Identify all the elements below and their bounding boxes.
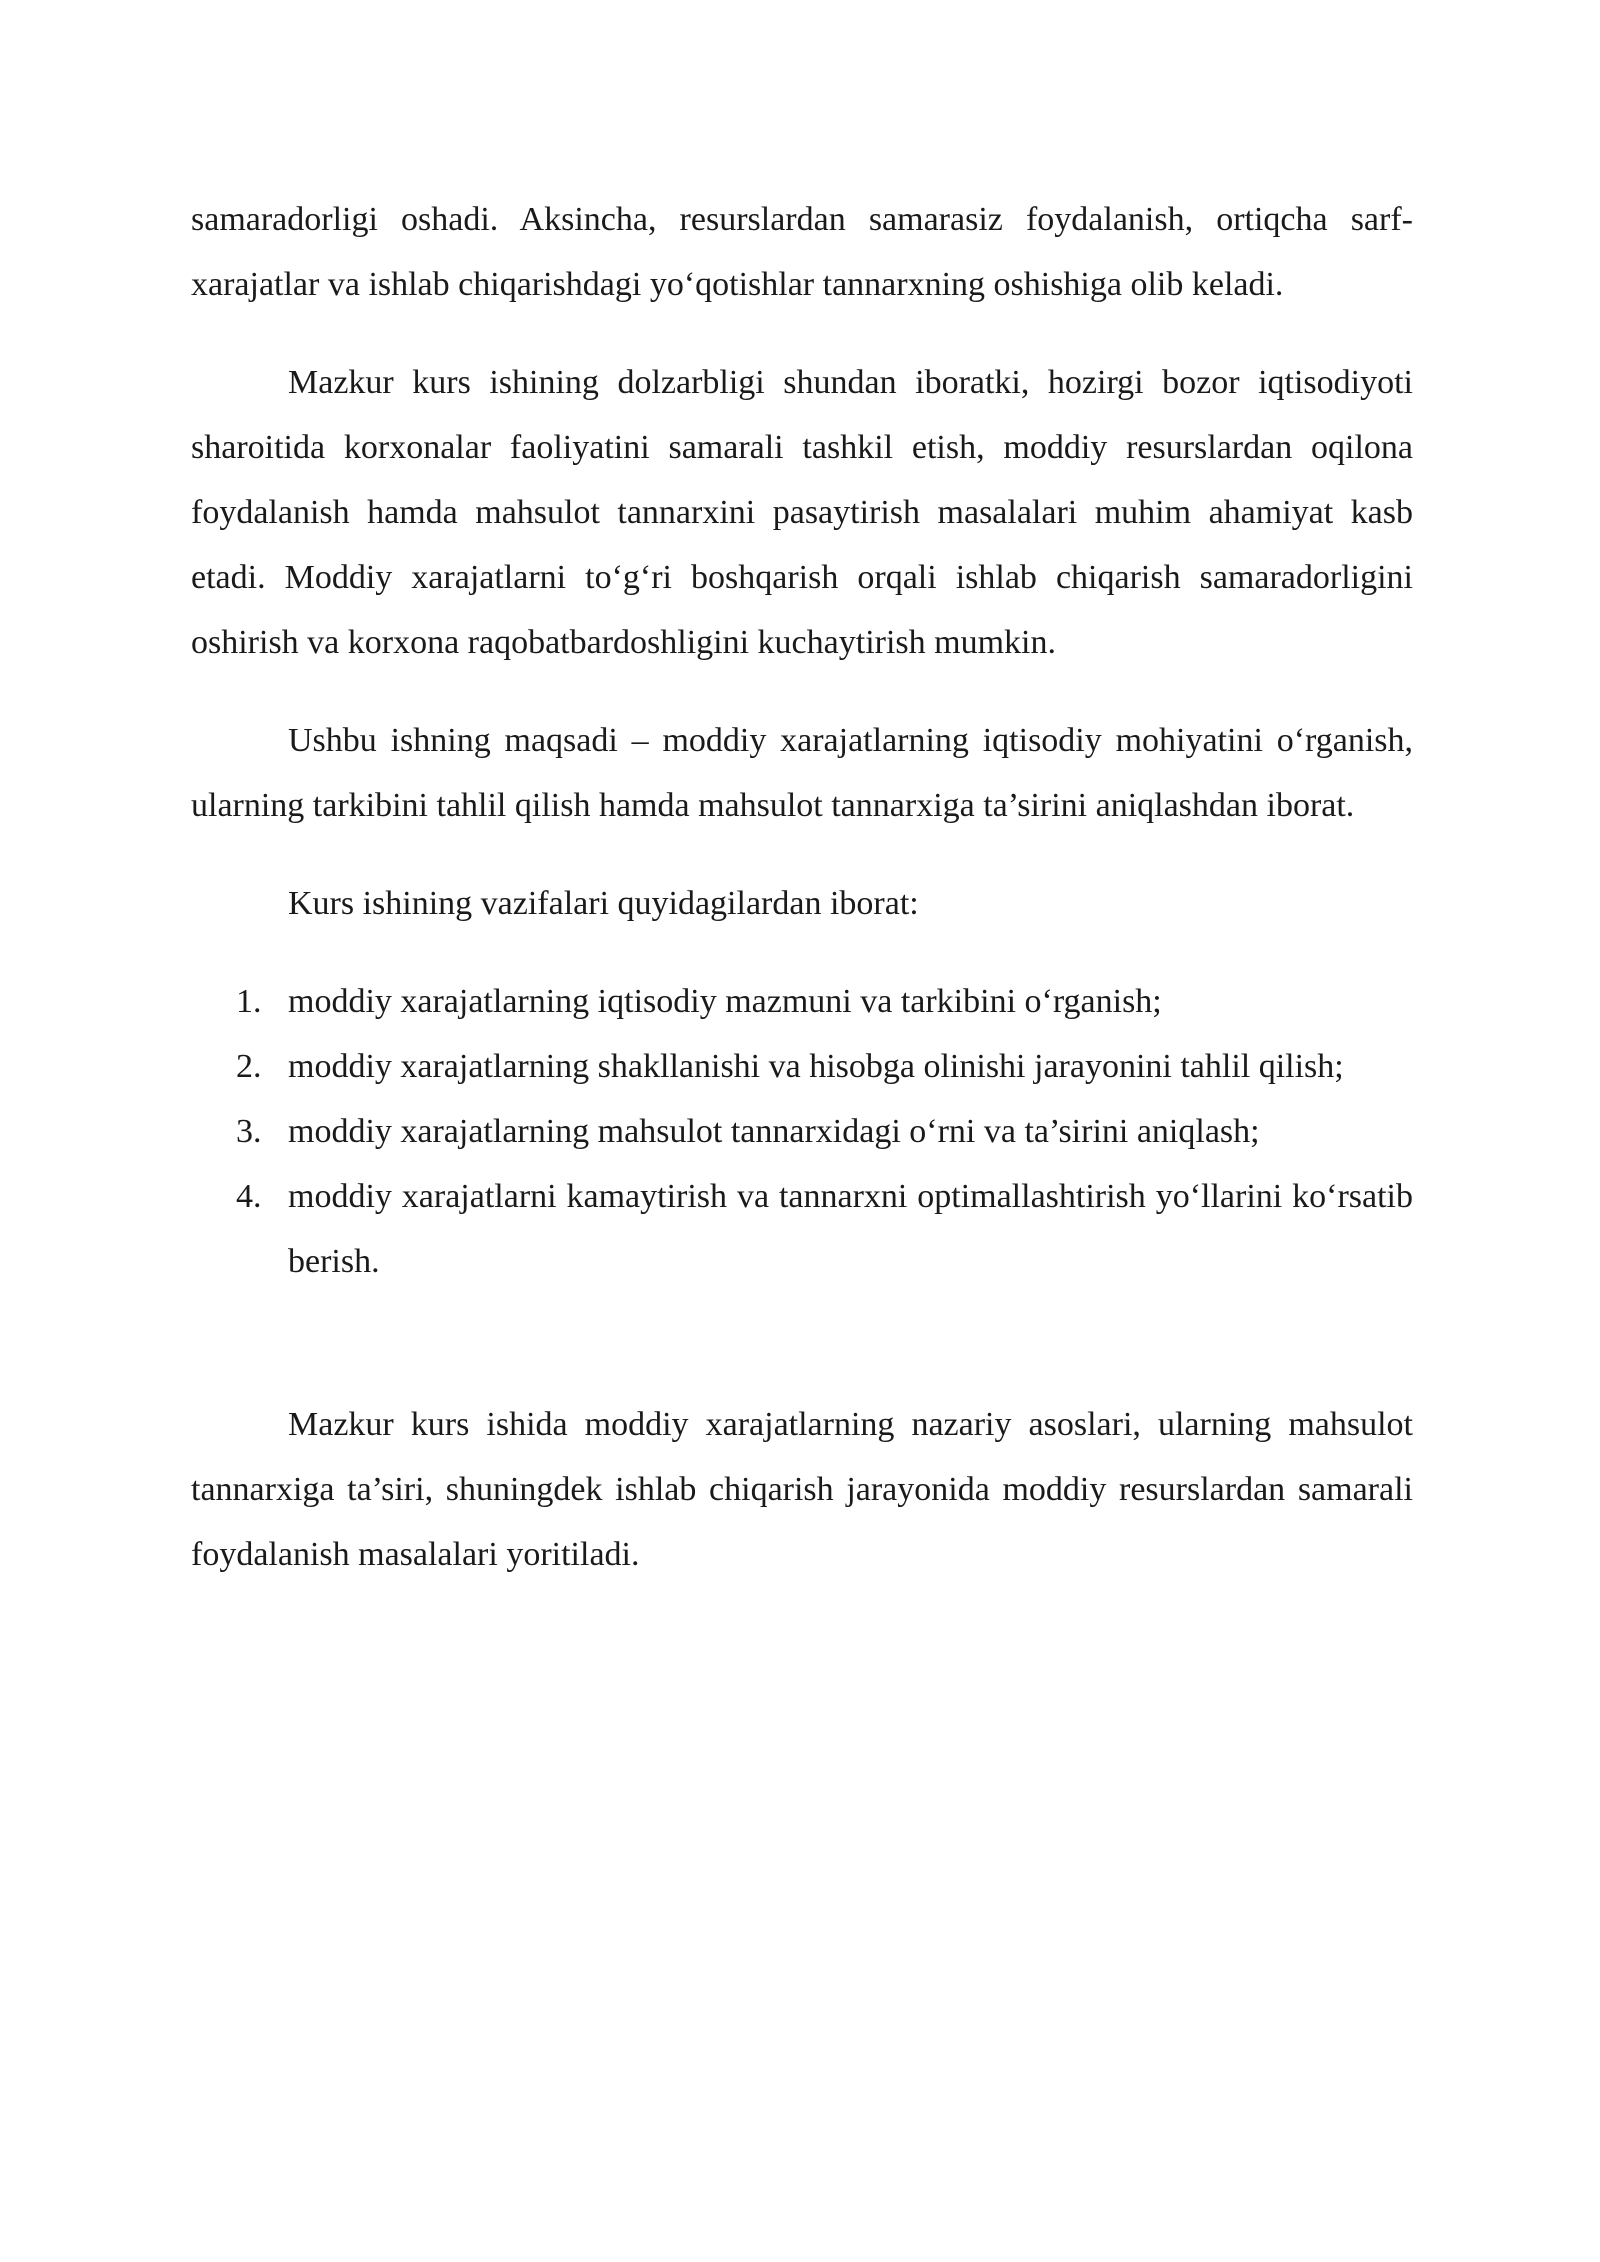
list-item-number: 2. [236,1048,262,1085]
paragraph-conclusion: Mazkur kurs ishida moddiy xarajatlarning nazariy asoslari, ularning mahsulot tannarxiga ta’siri, shuningdek ishlab chiqarish jarayonida moddiy resurslardan samarali foydalanish masalalari yoritiladi. [191,1406,1413,1573]
list-item-number: 4. [236,1178,262,1215]
paragraph-relevance: Mazkur kurs ishining dolzarbligi shundan iboratki, hozirgi bozor iqtisodiyoti sharoitida korxonalar faoliyatini samarali tashkil etish, moddiy resurslardan oqilona foydalanish hamda mahsulot tannarxini pasaytirish masalalari muhim ahamiyat kasb etadi. Moddiy xarajatlarni to‘g‘ri boshqarish orqali ishlab chiqarish samaradorligini oshirish va korxona raqobatbardoshligini kuchaytirish mumkin. [191,364,1413,661]
list-item [191,969,1413,1034]
list-item [191,1099,1413,1164]
list-item-text: moddiy xarajatlarning iqtisodiy mazmuni va tarkibini o‘rganish; [288,983,1162,1020]
list-item-text: moddiy xarajatlarning shakllanishi va hisobga olinishi jarayonini tahlil qilish; [288,1048,1344,1085]
list-item [191,1034,1413,1099]
paragraph-tasks-intro: Kurs ishining vazifalari quyidagilardan iborat: [288,885,919,922]
list-item-text: moddiy xarajatlarning mahsulot tannarxidagi o‘rni va ta’sirini aniqlash; [288,1113,1260,1150]
paragraph-continuation: samaradorligi oshadi. Aksincha, resurslardan samarasiz foydalanish, ortiqcha sarf-xarajatlar va ishlab chiqarishdagi yo‘qotishlar tannarxning oshishiga olib keladi. [191,201,1413,303]
paragraph-goal: Ushbu ishning maqsadi – moddiy xarajatlarning iqtisodiy mohiyatini o‘rganish, ularning tarkibini tahlil qilish hamda mahsulot tannarxiga ta’sirini aniqlashdan iborat. [191,722,1413,824]
list-item [191,1164,1413,1294]
list-item-number: 1. [236,983,262,1020]
tasks-list [191,969,1413,1294]
list-item-text: moddiy xarajatlarni kamaytirish va tannarxni optimallashtirish yo‘llarini ko‘rsatib berish. [288,1178,1413,1280]
document-body [191,187,1413,1587]
list-item-number: 3. [236,1113,262,1150]
